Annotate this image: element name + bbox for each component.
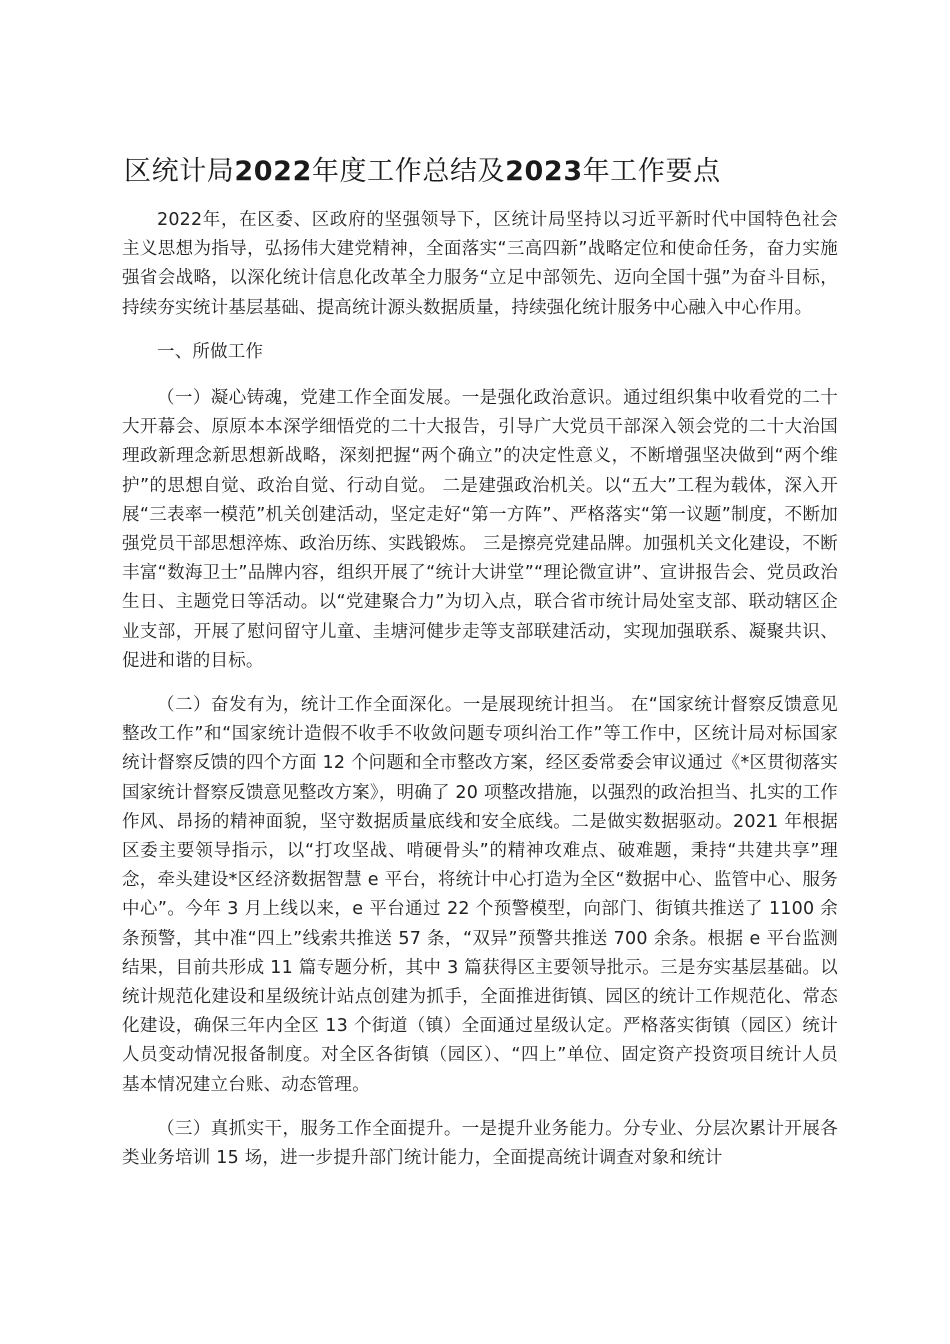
- document-body: [122, 206, 838, 1188]
- section-heading-work-done: 一、所做工作: [157, 341, 264, 362]
- title-suffix: 年工作要点: [582, 156, 721, 187]
- statistics-work-paragraph: （二）奋发有为，统计工作全面深化。一是展现统计担当。 在“国家统计督察反馈意见整改工作”和“国家统计造假不收手不收敛问题专项纠治工作”等工作中，区统计局对标国家统计督察反馈的四个方面 12 个问题和全市整改方案，经区委常委会审议通过《*区贯彻落实国家统计督察反馈意见整改方案》，明确了 20 项整改措施，以强烈的政治担当、扎实的工作作风、昂扬的精神面貌，坚守数据质量底线和安全底线。二是做实数据驱动。2021 年根据区委主要领导指示，以“打攻坚战、啃硬骨头”的精神攻难点、破难题，秉持“共建共享”理念，牵头建设*区经济数据智慧 e 平台，将统计中心打造为全区“数据中心、监管中心、服务中心”。今年 3 月上线以来，e 平台通过 22 个预警模型，向部门、街镇共推送了 1100 余条预警，其中准“四上”线索共推送 57 条，“双异”预警共推送 700 余条。根据 e 平台监测结果，目前共形成 11 篇专题分析，其中 3 篇获得区主要领导批示。三是夯实基层基础。以统计规范化建设和星级统计站点创建为抓手，全面推进街镇、园区的统计工作规范化、常态化建设，确保三年内全区 13 个街道（镇）全面通过星级认定。严格落实街镇（园区）统计人员变动情况报备制度。对全区各街镇（园区）、“四上”单位、固定资产投资项目统计人员基本情况建立台账、动态管理。: [122, 695, 838, 1095]
- intro-paragraph: 2022年，在区委、区政府的坚强领导下，区统计局坚持以习近平新时代中国特色社会主义思想为指导，弘扬伟大建党精神，全面落实“三高四新”战略定位和使命任务，奋力实施强省会战略，以深化统计信息化改革全力服务“立足中部领先、迈向全国十强”为奋斗目标，持续夯实统计基层基础、提高统计源头数据质量，持续强化统计服务中心融入中心作用。: [122, 210, 838, 318]
- title-middle: 年度工作总结及: [311, 156, 506, 187]
- document-title: [124, 152, 844, 192]
- title-year-2023: 2023: [505, 156, 583, 187]
- service-work-paragraph: （三）真抓实干，服务工作全面提升。一是提升业务能力。分专业、分层次累计开展各类业务培训 15 场，进一步提升部门统计能力，全面提高统计调查对象和统计: [122, 1118, 838, 1169]
- title-year-2022: 2022: [234, 156, 312, 187]
- party-building-paragraph: （一）凝心铸魂，党建工作全面发展。一是强化政治意识。通过组织集中收看党的二十大开幕会、原原本本深学细悟党的二十大报告，引导广大党员干部深入领会党的二十大治国理政新理念新思想新战略，深刻把握“两个确立”的决定性意义，不断增强坚决做到“两个维护”的思想自觉、政治自觉、行动自觉。 二是建强政治机关。以“五大”工程为载体，深入开展“三表率一模范”机关创建活动，坚定走好“第一方阵”、严格落实“第一议题”制度，不断加强党员干部思想淬炼、政治历练、实践锻炼。 三是擦亮党建品牌。加强机关文化建设，不断丰富“数海卫士”品牌内容，组织开展了“统计大讲堂”“理论微宣讲”、宣讲报告会、党员政治生日、主题党日等活动。以“党建聚合力”为切入点，联合省市统计局处室支部、联动辖区企业支部，开展了慰问留守儿童、圭塘河健步走等支部联建活动，实现加强联系、凝聚共识、促进和谐的目标。: [122, 388, 838, 671]
- title-prefix: 区统计局: [124, 156, 235, 187]
